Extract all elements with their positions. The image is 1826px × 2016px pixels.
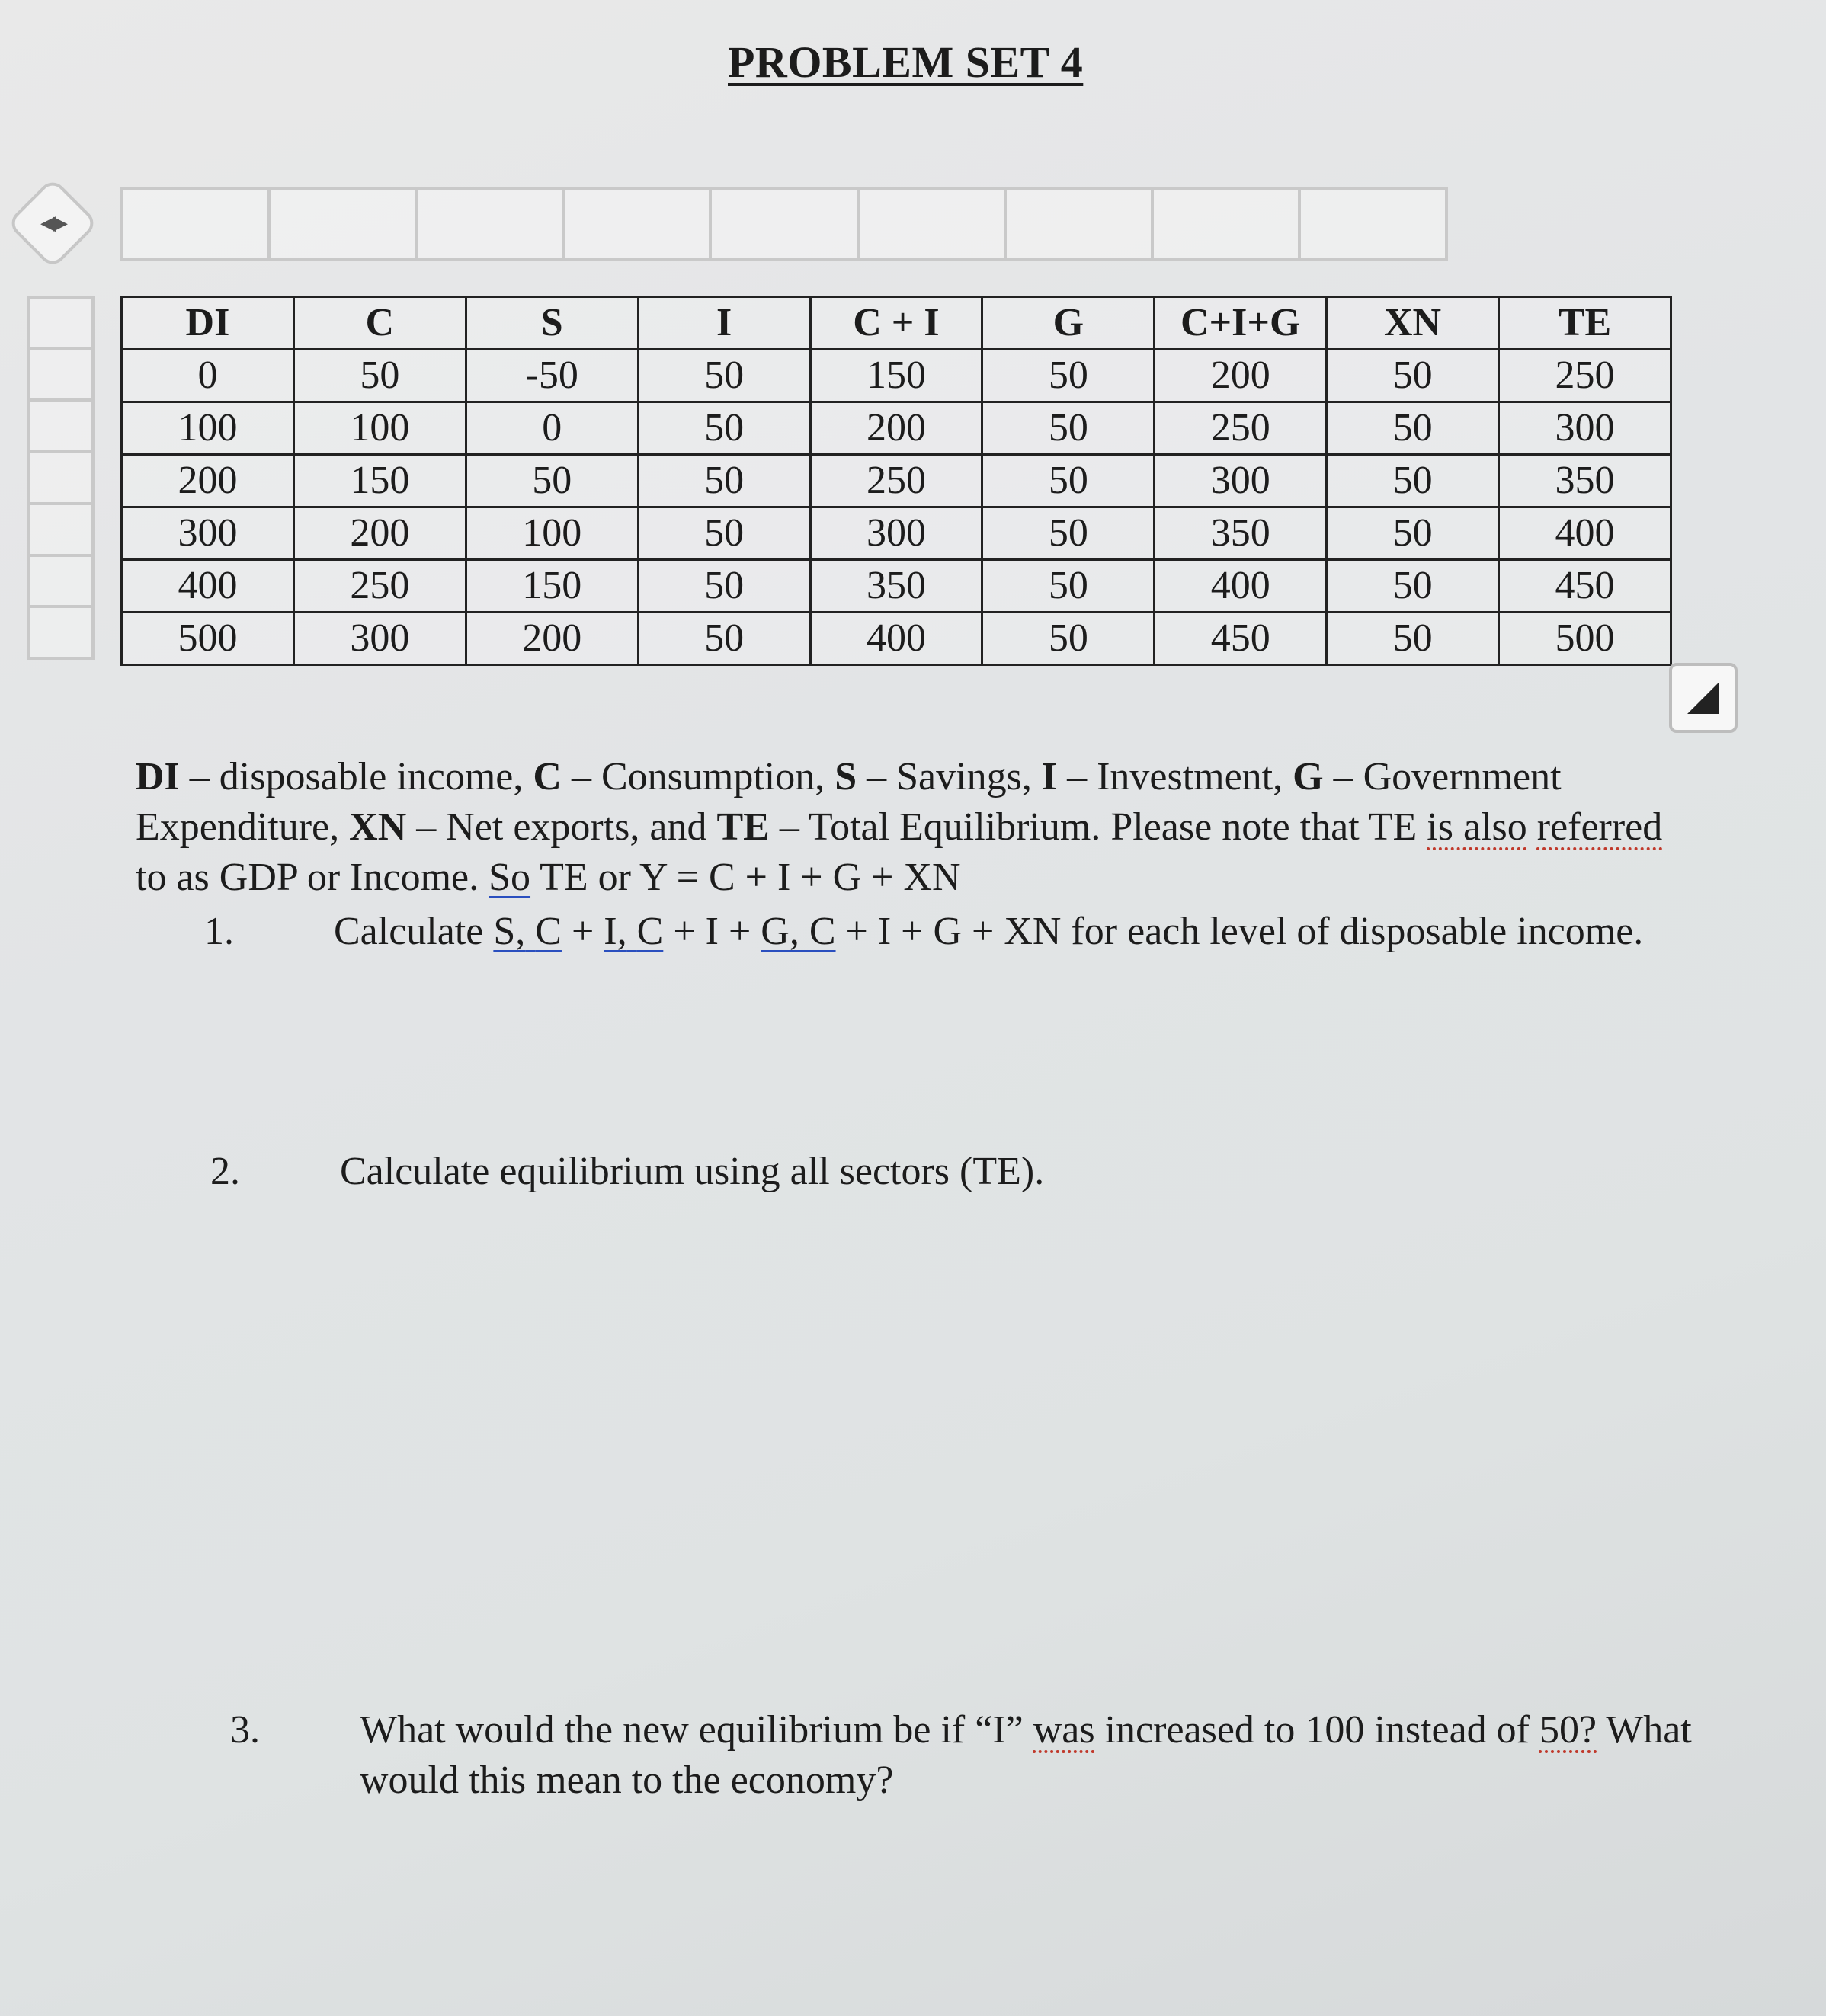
row-selector-cell[interactable] [30, 608, 91, 657]
abbr-c: C [533, 755, 562, 798]
table-cell[interactable]: 250 [1499, 350, 1671, 402]
definition-text [1527, 805, 1537, 849]
table-cell[interactable]: 50 [1327, 613, 1499, 665]
definitions-paragraph [136, 752, 1671, 903]
definition-text: TE or Y = C + I + G + XN [530, 856, 961, 899]
table-cell[interactable]: 500 [122, 613, 294, 665]
definition-text: – Investment, [1057, 755, 1293, 798]
table-cell[interactable]: 400 [1499, 507, 1671, 560]
spellcheck-flag[interactable]: referred [1536, 805, 1663, 849]
table-row [122, 613, 1671, 665]
table-cell[interactable]: 450 [1155, 613, 1327, 665]
table-cell[interactable]: 300 [1499, 402, 1671, 455]
table-cell[interactable]: 450 [1499, 560, 1671, 613]
table-cell[interactable]: 50 [638, 455, 810, 507]
table-cell[interactable]: 200 [810, 402, 982, 455]
table-cell[interactable]: 150 [810, 350, 982, 402]
table-cell[interactable]: 400 [810, 613, 982, 665]
resize-arrow-icon [1687, 682, 1719, 714]
column-selector-cell[interactable] [562, 187, 709, 261]
column-selector-cell[interactable] [415, 187, 562, 261]
grammar-flag[interactable] [627, 910, 637, 953]
table-cell[interactable]: 0 [122, 350, 294, 402]
table-cell[interactable]: 50 [982, 455, 1155, 507]
table-row [122, 507, 1671, 560]
column-selector-cell[interactable] [709, 187, 856, 261]
grammar-flag[interactable]: S, [493, 910, 526, 953]
question-text-part: increased to 100 instead of [1094, 1708, 1539, 1752]
table-cell[interactable]: 50 [982, 613, 1155, 665]
table-cell[interactable]: 50 [1327, 350, 1499, 402]
income-table[interactable] [120, 296, 1672, 666]
question-number: 2. [210, 1150, 240, 1193]
table-cell[interactable]: 100 [293, 402, 466, 455]
table-cell[interactable]: 50 [638, 402, 810, 455]
column-selector-bar[interactable] [120, 187, 1448, 261]
header-i[interactable]: I [638, 297, 810, 350]
row-selector-cell[interactable] [30, 557, 91, 609]
question-text-part: What would the new equilibrium be if “I” [360, 1708, 1033, 1752]
abbr-i: I [1041, 755, 1058, 798]
table-cell[interactable]: 50 [638, 613, 810, 665]
question-text-part: + I + G + XN for each level of disposable income. [835, 910, 1644, 953]
column-selector-cell[interactable] [1298, 187, 1448, 261]
table-header-row [122, 297, 1671, 350]
table-cell[interactable]: -50 [466, 350, 638, 402]
header-di[interactable]: DI [122, 297, 294, 350]
question-text-part: Calculate [334, 910, 494, 953]
table-cell[interactable]: 50 [638, 507, 810, 560]
grammar-flag[interactable]: C [535, 910, 562, 953]
table-cell[interactable]: 300 [1155, 455, 1327, 507]
table-cell[interactable]: 300 [810, 507, 982, 560]
table-cell[interactable]: 50 [293, 350, 466, 402]
table-cell[interactable]: 500 [1499, 613, 1671, 665]
table-cell[interactable]: 0 [466, 402, 638, 455]
page-title: PROBLEM SET 4 [728, 37, 1084, 87]
header-c-i-g[interactable]: C+I+G [1155, 297, 1327, 350]
column-selector-cell[interactable] [857, 187, 1004, 261]
table-cell[interactable]: 200 [293, 507, 466, 560]
question-number: 1. [204, 910, 234, 953]
definition-text: – Total Equilibrium. Please note that TE [769, 805, 1427, 849]
table-cell[interactable]: 50 [1327, 402, 1499, 455]
column-selector-cell[interactable] [1151, 187, 1298, 261]
abbr-xn: XN [349, 805, 407, 849]
question-text [360, 1705, 1716, 1806]
table-cell[interactable]: 50 [982, 507, 1155, 560]
table-cell[interactable]: 350 [1155, 507, 1327, 560]
table-cell[interactable]: 150 [293, 455, 466, 507]
table-cell[interactable]: 300 [122, 507, 294, 560]
table-cell[interactable]: 250 [810, 455, 982, 507]
header-s[interactable]: S [466, 297, 638, 350]
column-selector-cell[interactable] [1004, 187, 1151, 261]
grammar-flag[interactable] [799, 910, 809, 953]
table-row [122, 402, 1671, 455]
definition-text: to as GDP or Income. [136, 856, 489, 899]
table-cell[interactable]: 100 [466, 507, 638, 560]
grammar-flag[interactable]: I, [604, 910, 627, 953]
table-cell[interactable]: 250 [1155, 402, 1327, 455]
header-c-plus-i[interactable]: C + I [810, 297, 982, 350]
column-selector-cell[interactable] [120, 187, 267, 261]
grammar-flag[interactable] [525, 910, 535, 953]
spellcheck-flag[interactable]: is also [1427, 805, 1527, 849]
table-cell[interactable]: 350 [1499, 455, 1671, 507]
table-cell[interactable]: 50 [638, 350, 810, 402]
row-selector-cell[interactable] [30, 453, 91, 505]
table-cell[interactable]: 50 [638, 560, 810, 613]
grammar-flag[interactable]: So [489, 856, 531, 899]
abbr-di: DI [136, 755, 180, 798]
table-cell[interactable]: 100 [122, 402, 294, 455]
grammar-flag[interactable]: G, [761, 910, 799, 953]
header-c[interactable]: C [293, 297, 466, 350]
question-text-part: + I + [663, 910, 761, 953]
header-xn[interactable]: XN [1327, 297, 1499, 350]
column-selector-cell[interactable] [267, 187, 415, 261]
question-1 [204, 907, 1698, 1013]
question-number: 3. [230, 1708, 260, 1752]
table-cell[interactable]: 200 [122, 455, 294, 507]
table-cell[interactable]: 50 [466, 455, 638, 507]
grammar-flag[interactable]: C [636, 910, 664, 953]
table-cell[interactable]: 300 [293, 613, 466, 665]
question-2 [210, 1147, 1704, 1208]
row-selector-cell[interactable] [30, 299, 91, 350]
table-row [122, 455, 1671, 507]
row-selector-cell[interactable] [30, 505, 91, 557]
grammar-flag[interactable]: C [809, 910, 836, 953]
spellcheck-flag[interactable]: was [1033, 1708, 1095, 1752]
definition-text: – Net exports, and [406, 805, 717, 849]
table-row [122, 560, 1671, 613]
definition-text: – Savings, [857, 755, 1042, 798]
row-selector-bar[interactable] [27, 296, 95, 660]
table-move-handle[interactable] [6, 177, 99, 270]
table-cell[interactable]: 400 [1155, 560, 1327, 613]
table-cell[interactable]: 50 [982, 560, 1155, 613]
question-text-part: + [561, 910, 604, 953]
table-cell[interactable]: 200 [466, 613, 638, 665]
abbr-s: S [835, 755, 857, 798]
row-selector-cell[interactable] [30, 350, 91, 402]
definition-text: – Consumption, [561, 755, 835, 798]
question-text: Calculate equilibrium using all sectors (TE). [340, 1150, 1045, 1193]
table-cell[interactable]: 200 [1155, 350, 1327, 402]
table-cell[interactable]: 400 [122, 560, 294, 613]
table-cell[interactable]: 150 [466, 560, 638, 613]
move-arrows-icon: ◀▶ [40, 212, 65, 235]
definition-text: – Government Expenditure, [136, 755, 1562, 849]
spellcheck-flag[interactable]: 50? [1539, 1708, 1597, 1752]
abbr-g: G [1293, 755, 1324, 798]
table-cell[interactable]: 350 [810, 560, 982, 613]
header-te[interactable]: TE [1499, 297, 1671, 350]
table-cell[interactable]: 50 [982, 402, 1155, 455]
table-cell[interactable]: 50 [1327, 560, 1499, 613]
row-selector-cell[interactable] [30, 402, 91, 453]
table-cell[interactable]: 50 [1327, 507, 1499, 560]
table-resize-handle[interactable] [1669, 663, 1738, 733]
table-cell[interactable]: 50 [982, 350, 1155, 402]
abbr-te: TE [716, 805, 770, 849]
table-cell[interactable]: 250 [293, 560, 466, 613]
question-text [334, 907, 1698, 957]
table-row [122, 350, 1671, 402]
definition-text: – disposable income, [179, 755, 533, 798]
table-cell[interactable]: 50 [1327, 455, 1499, 507]
header-g[interactable]: G [982, 297, 1155, 350]
question-text-part: What would this mean to the economy? [360, 1708, 1692, 1802]
question-3 [230, 1705, 1724, 1812]
